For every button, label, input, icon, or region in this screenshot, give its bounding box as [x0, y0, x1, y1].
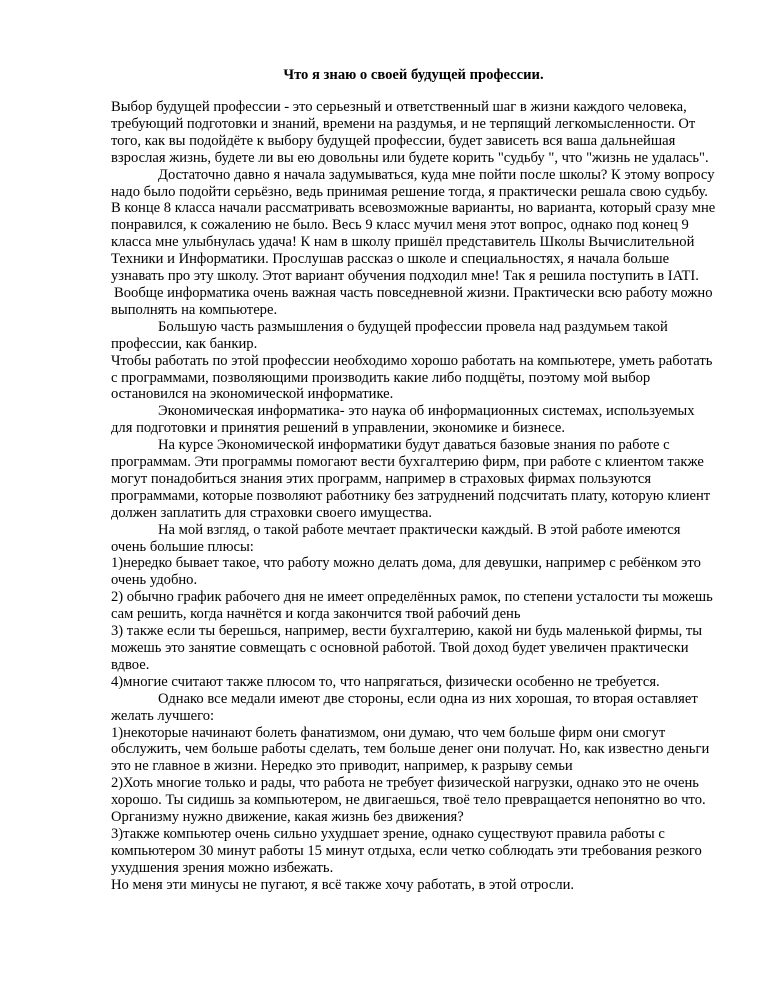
- paragraph: Чтобы работать по этой профессии необходимо хорошо работать на компьютере, уметь работать с программами, позволяющими производить какие либо подщёты, поэтому мой выбор остановился на экономической информатике.: [111, 352, 713, 403]
- list-item-plus-2: 2) обычно график рабочего дня не имеет определённых рамок, по степени усталости ты можешь сам решить, когда начнётся и когда закончится твой рабочий день: [111, 589, 713, 623]
- list-item-minus-1: 1)некоторые начинают болеть фанатизмом, они думаю, что чем больше фирм они смогут обслужить, чем больше работы сделать, тем больше денег они получат. Но, как известно деньги это не главное в жизни. Нередко это приводит, например, к разрыву семьи: [111, 724, 710, 775]
- paragraph: На мой взгляд, о такой работе мечтает практически каждый. В этой работе имеются очень большие плюсы:: [111, 521, 681, 555]
- list-item-minus-2: 2)Хоть многие только и рады, что работа не требует физической нагрузки, однако это не очень хорошо. Ты сидишь за компьютером, не двигаешься, твоё тело превращается непонятно во что. Организму нужно движение, какая жизнь без движения?: [111, 775, 706, 826]
- list-item-plus-1: 1)нередко бывает такое, что работу можно делать дома, для девушки, например с ребёнком это очень удобно.: [111, 555, 701, 589]
- document-body: [111, 99, 716, 894]
- list-item-plus-4: 4)многие считают также плюсом то, что напрягаться, физически особенно не требуется.: [111, 673, 660, 690]
- paragraph: Однако все медали имеют две стороны, если одна из них хорошая, то вторая оставляет желать лучшего:: [111, 690, 698, 724]
- paragraph: Экономическая информатика- это наука об информационных системах, используемых для подготовки и принятия решений в управлении, экономике и бизнесе.: [111, 403, 695, 437]
- paragraph: Большую часть размышления о будущей профессии провела над раздумьем такой профессии, как банкир.: [111, 318, 668, 352]
- paragraph: Выбор будущей профессии - это серьезный и ответственный шаг в жизни каждого человека, требующий подготовки и знаний, времени на раздумья, и не терпящий легкомысленности. От того, как вы подойдёте к выбору будущей профессии, будет зависеть вся ваша дальнейшая взрослая жизнь, будете ли вы ею довольны или будете корить "судьбу ", что "жизнь не удалась".: [111, 99, 709, 166]
- document-title: Что я знаю о своей будущей профессии.: [283, 67, 544, 83]
- paragraph: Вообще информатика очень важная часть повседневной жизни. Практически всю работу можно выполнять на компьютере.: [111, 284, 713, 318]
- paragraph: Достаточно давно я начала задумываться, куда мне пойти после школы? К этому вопросу надо было подойти серьёзно, ведь принимая решение тогда, я практически решала свою судьбу. В конце 8 класса начали рассматривать всевозможные варианты, но варианта, который сразу мне понравился, к сожалению не было. Весь 9 класс мучил меня этот вопрос, однако под конец 9 класса мне улыбнулась удача! К нам в школу пришёл представитель Школы Вычислительной Техники и Информатики. Прослушав рассказ о школе и специальностях, я начала больше узнавать про эту школу. Этот вариант обучения подходил мне! Так я решила поступить в IATI.: [111, 166, 716, 285]
- list-item-minus-3: 3)также компьютер очень сильно ухудшает зрение, однако существуют правила работы с компьютером 30 минут работы 15 минут отдыха, если четко соблюдать эти требования резкого ухудшения зрения можно избежать.: [111, 825, 702, 876]
- paragraph: На курсе Экономической информатики будут даваться базовые знания по работе с программам. Эти программы помогают вести бухгалтерию фирм, при работе с клиентом также могут понадобиться знания этих программ, например в страховых фирмах пользуются программами, которые позволяют работнику без затруднений подсчитать плату, которую клиент должен заплатить для страховки своего имущества.: [111, 437, 711, 521]
- document-page: [111, 66, 716, 894]
- closing-paragraph: Но меня эти минусы не пугают, я всё также хочу работать, в этой отросли.: [111, 876, 575, 893]
- list-item-plus-3: 3) также если ты берешься, например, вести бухгалтерию, какой ни будь маленькой фирмы, ты можешь это занятие совмещать с основной работой. Твой доход будет увеличен практически вдвое.: [111, 623, 703, 673]
